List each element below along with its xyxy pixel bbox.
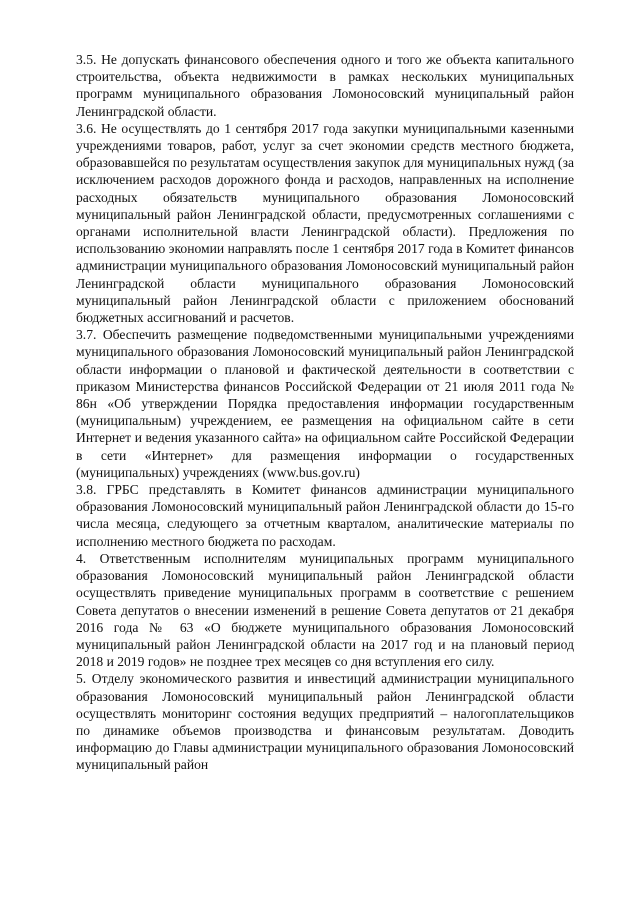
paragraph-3-7: 3.7. Обеспечить размещение подведомственными муниципальными учреждениями муниципального образования Ломоносовский муниципальный район Ленинградской области информации о плановой и фактической деятельности в соответствии с приказом Министерства финансов Российской Федерации от 21 июля 2011 года № 86н «Об утверждении Порядка предоставления информации государственным (муниципальным) учреждением, ее размещения на официальном сайте в сети Интернет и ведения указанного сайта» на официальном сайте Российской Федерации в сети «Интернет» для размещения информации о государственных (муниципальных) учреждениях (www.bus.gov.ru) bbox=[76, 327, 574, 480]
paragraph-3-8: 3.8. ГРБС представлять в Комитет финансов администрации муниципального образования Ломоносовский муниципальный район Ленинградской области до 15-го числа месяца, следующего за отчетным кварталом, аналитические материалы по исполнению местного бюджета по расходам. bbox=[76, 482, 574, 549]
document-page bbox=[76, 51, 574, 774]
paragraph-5: 5. Отделу экономического развития и инвестиций администрации муниципального образования Ломоносовский муниципальный район Ленинградской области осуществлять мониторинг состояния ведущих предприятий – налогоплательщиков по динамике объемов производства и финансовым результатам. Доводить информацию до Главы администрации муниципального образования Ломоносовский муниципальный район bbox=[76, 671, 574, 773]
paragraph-3-5: 3.5. Не допускать финансового обеспечения одного и того же объекта капитального строительства, объекта недвижимости в рамках нескольких муниципальных программ муниципального образования Ломоносовский муниципальный район Ленинградской области. bbox=[76, 52, 574, 119]
paragraph-4: 4. Ответственным исполнителям муниципальных программ муниципального образования Ломоносовский муниципальный район Ленинградской области осуществлять приведение муниципальных программ в соответствие с решением Совета депутатов о внесении изменений в решение Совета депутатов от 21 декабря 2016 года № 63 «О бюджете муниципального образования Ломоносовский муниципальный район Ленинградской области на 2017 год и на плановый период 2018 и 2019 годов» не позднее трех месяцев со дня вступления его силу. bbox=[76, 550, 574, 670]
paragraph-3-6: 3.6. Не осуществлять до 1 сентября 2017 года закупки муниципальными казенными учреждениями товаров, работ, услуг за счет экономии средств местного бюджета, образовавшейся по результатам осуществления закупок для муниципальных нужд (за исключением расходов дорожного фонда и расходов, направленных на исполнение расходных обязательств муниципального образования Ломоносовский муниципальный район Ленинградской области, предусмотренных соглашениями с органами исполнительной власти Ленинградской области). Предложения по использованию экономии направлять после 1 сентября 2017 года в Комитет финансов администрации муниципального образования Ломоносовский муниципальный район Ленинградской области муниципального образования Ломоносовский муниципальный район Ленинградской области с приложением обоснований бюджетных ассигнований и расчетов. bbox=[76, 120, 574, 326]
